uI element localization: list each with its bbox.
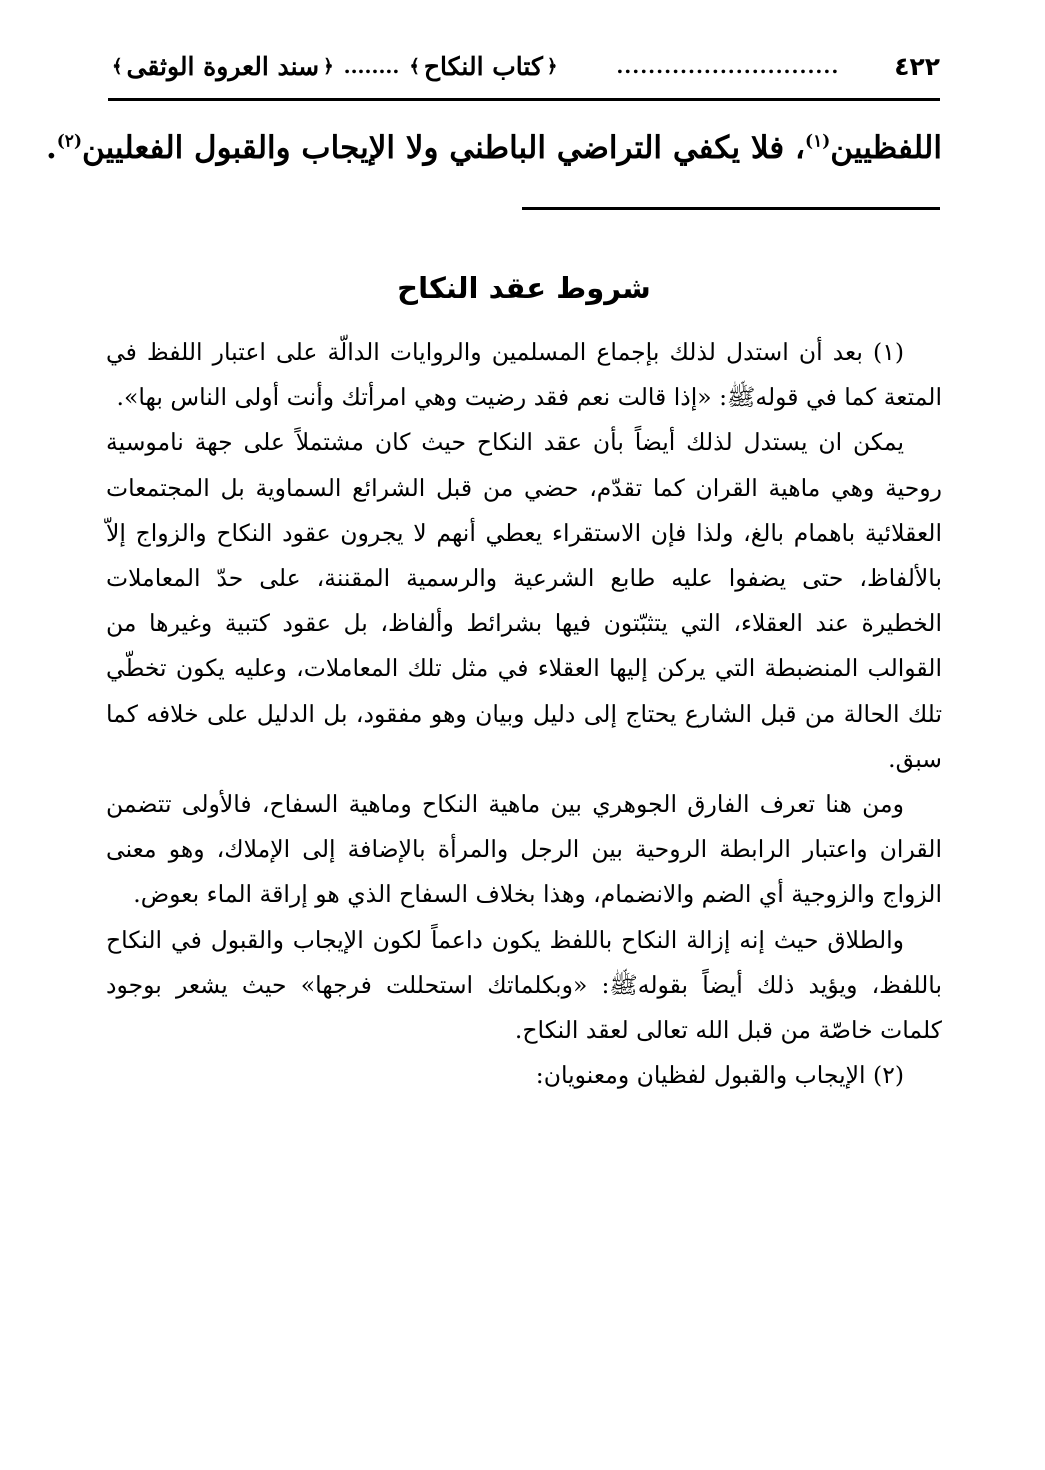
page-number: ٤٢٢ [894, 51, 940, 81]
footnote-2-paragraph: (٢) الإيجاب والقبول لفظيان ومعنويان: [535, 1061, 904, 1090]
ornament-right-bracket-2: ﴾ [112, 55, 123, 77]
footnote-ref-2: (٢) [56, 131, 82, 152]
ornament-right-bracket-1: ﴾ [409, 55, 420, 77]
footnotes-block [106, 330, 942, 1098]
main-text-part-3: . [45, 130, 57, 166]
running-header [108, 40, 940, 92]
footnote-separator [522, 207, 940, 210]
main-text-part-2: ، فلا يكفي التراضي الباطني ولا الإيجاب والقبول الفعليين [81, 130, 806, 166]
ornament-left-bracket-2: ﴿ [323, 55, 334, 77]
footnote-1-paragraph: (١) بعد أن استدل لذلك بإجماع المسلمين والروايات الدالّة على اعتبار اللفظ في المتعة كما في قولهﷺ: «إذا قالت نعم فقد رضيت وهي امرأتك وأنت أولى الناس بها». [106, 338, 942, 412]
header-dots: ............................ [616, 54, 840, 78]
main-text-part-1: اللفظيين [830, 130, 942, 166]
header-rule [108, 98, 940, 101]
footnote-ref-1: (١) [805, 131, 831, 152]
header-dots-short: ........ [343, 54, 400, 78]
footnote-1-paragraph-3: ومن هنا تعرف الفارق الجوهري بين ماهية النكاح وماهية السفاح، فالأولى تتضمن القران واعتبار الرابطة الروحية بين الرجل والمرأة بالإضافة إلى الإملاك، وهو معنى الزواج والزوجية أي الضم والانضمام، وهذا بخلاف السفاح الذي هو إراقة الماء بعوض. [106, 790, 942, 909]
series-title: سند العروة الوثقى [126, 51, 320, 81]
book-title: كتاب النكاح [423, 51, 543, 81]
section-title: شروط عقد النكاح [397, 271, 651, 305]
main-text-line [45, 120, 942, 176]
ornament-left-bracket-1: ﴿ [546, 55, 558, 77]
footnote-1-paragraph-4: والطلاق حيث إنه إزالة النكاح باللفظ يكون داعماً لكون الإيجاب والقبول في النكاح باللفظ، ويؤيد ذلك أيضاً بقولهﷺ: «وبكلماتك استحللت فرجها» حيث يشعر بوجود كلمات خاصّة من قبل الله تعالى لعقد النكاح. [106, 925, 942, 1045]
footnote-1-paragraph-2: يمكن ان يستدل لذلك أيضاً بأن عقد النكاح حيث كان مشتملاً على جهة ناموسية روحية وهي ماهية القران كما تقدّم، حضي من قبل الشرائع السماوية بل المجتمعات العقلائية باهمام بالغ، ولذا فإن الاستقراء يعطي أنهم لا يجرون عقود النكاح والزواج إلاّ بالألفاظ، حتى يضفوا عليه طابع الشرعية والرسمية المقننة، على حدّ المعاملات الخطيرة عند العقلاء، التي يتثبّتون فيها بشرائط وألفاظ، بل عقود كتبية وغيرها من القوالب المنضبطة التي يركن إليها العقلاء في مثل تلك المعاملات، وعليه يكون تخطّي تلك الحالة من قبل الشارع يحتاج إلى دليل وبيان وهو مفقود، بل الدليل على خلافه كما سبق. [106, 428, 942, 773]
